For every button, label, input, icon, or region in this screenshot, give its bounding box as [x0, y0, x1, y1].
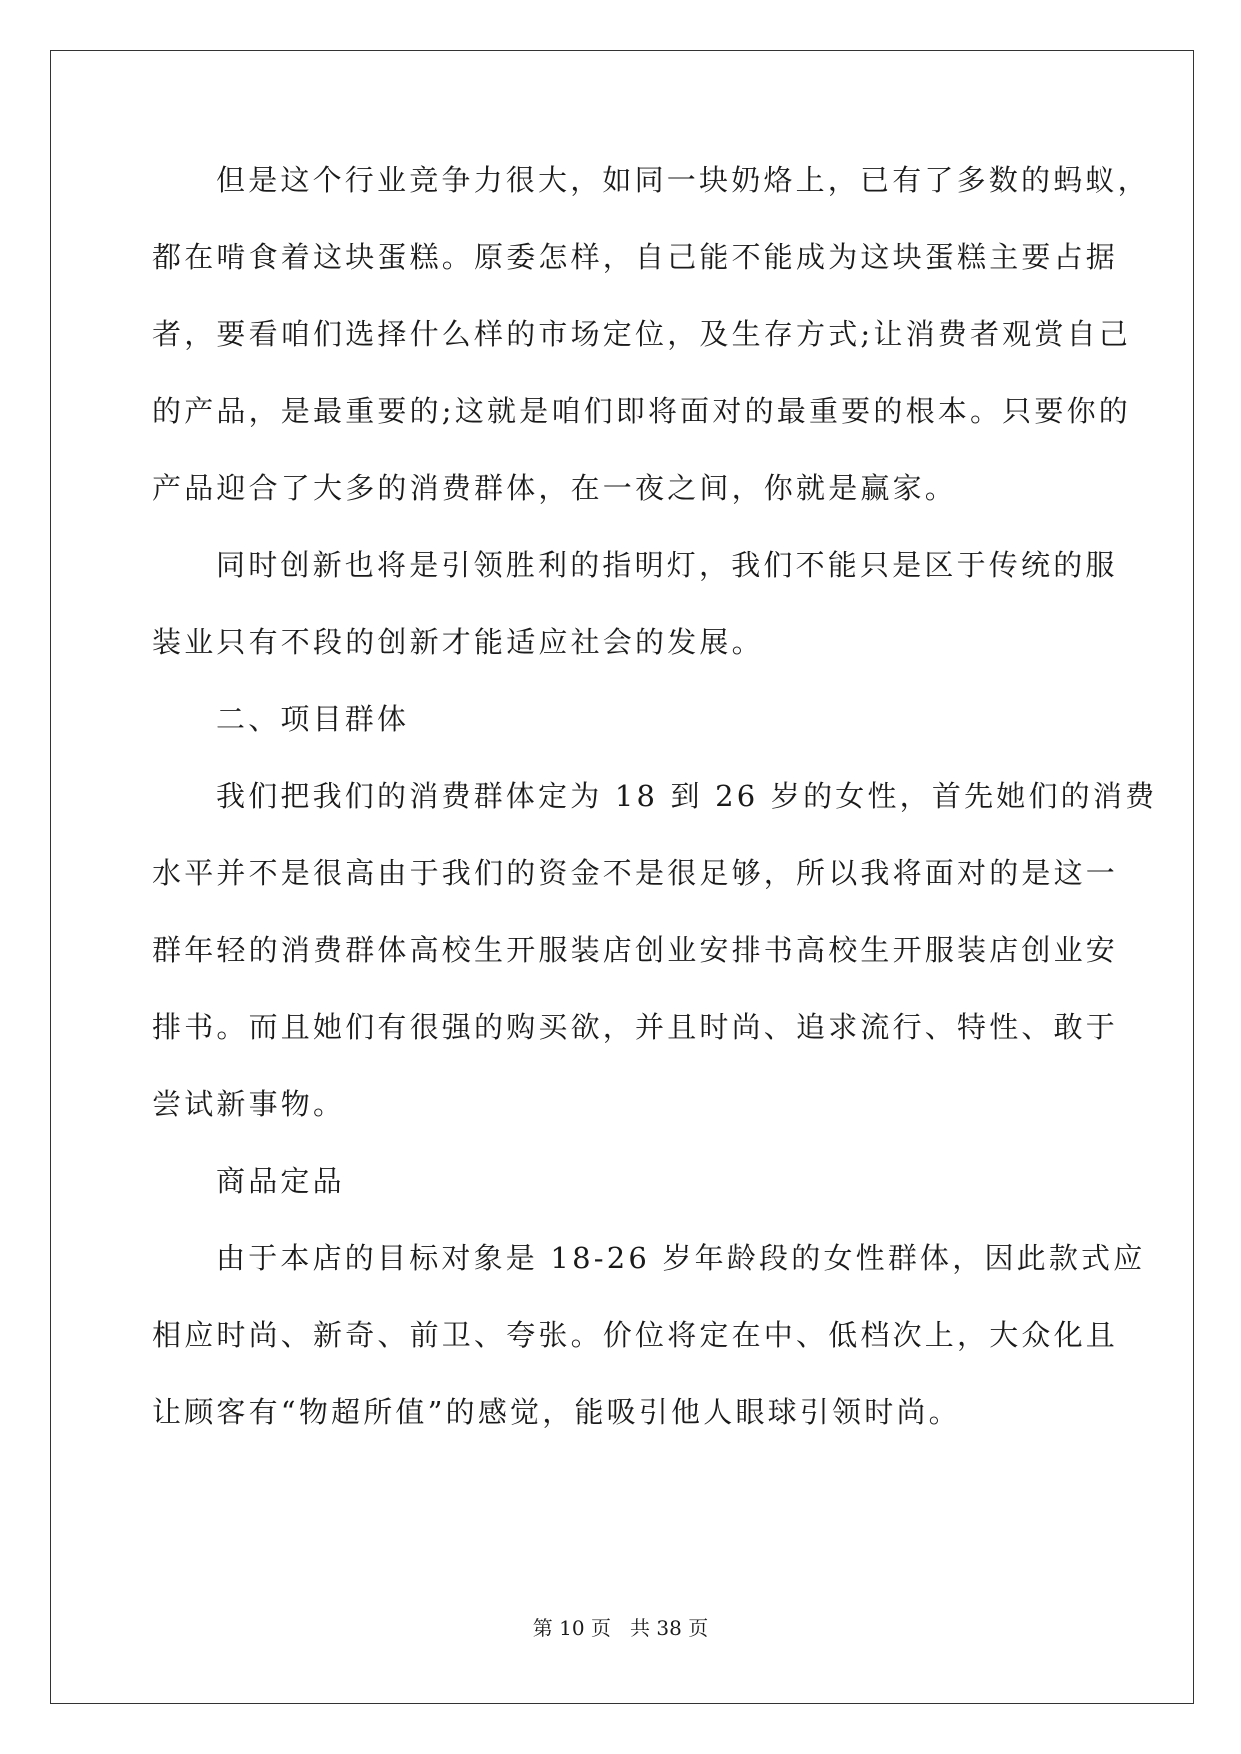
text-line: 都在啃食着这块蛋糕。原委怎样，自己能不能成为这块蛋糕主要占据	[152, 240, 1119, 274]
text-line: 排书。而且她们有很强的购买欲，并且时尚、追求流行、特性、敢于	[152, 1010, 1119, 1044]
text-line: 群年轻的消费群体高校生开服装店创业安排书高校生开服装店创业安	[152, 933, 1119, 967]
text-line: 相应时尚、新奇、前卫、夸张。价位将定在中、低档次上，大众化且	[152, 1318, 1119, 1352]
section-heading: 商品定品	[216, 1164, 345, 1198]
text-line: 产品迎合了大多的消费群体，在一夜之间，你就是赢家。	[152, 471, 958, 505]
text-line: 让顾客有“物超所值”的感觉，能吸引他人眼球引领时尚。	[152, 1395, 961, 1429]
text-line: 的产品，是最重要的;这就是咱们即将面对的最重要的根本。只要你的	[152, 394, 1131, 428]
text-line: 同时创新也将是引领胜利的指明灯，我们不能只是区于传统的服	[216, 548, 1118, 582]
page-number-footer: 第 10 页 共 38 页	[532, 1616, 709, 1640]
text-line: 但是这个行业竞争力很大，如同一块奶烙上，已有了多数的蚂蚁，	[216, 163, 1150, 197]
text-line: 尝试新事物。	[152, 1087, 346, 1121]
text-line: 者，要看咱们选择什么样的市场定位，及生存方式;让消费者观赏自己	[152, 317, 1131, 351]
text-line: 我们把我们的消费群体定为 18 到 26 岁的女性，首先她们的消费	[216, 779, 1158, 813]
text-line: 水平并不是很高由于我们的资金不是很足够，所以我将面对的是这一	[152, 856, 1119, 890]
text-line: 装业只有不段的创新才能适应社会的发展。	[152, 625, 764, 659]
text-line: 由于本店的目标对象是 18-26 岁年龄段的女性群体，因此款式应	[216, 1241, 1146, 1275]
section-heading: 二、项目群体	[216, 702, 410, 736]
